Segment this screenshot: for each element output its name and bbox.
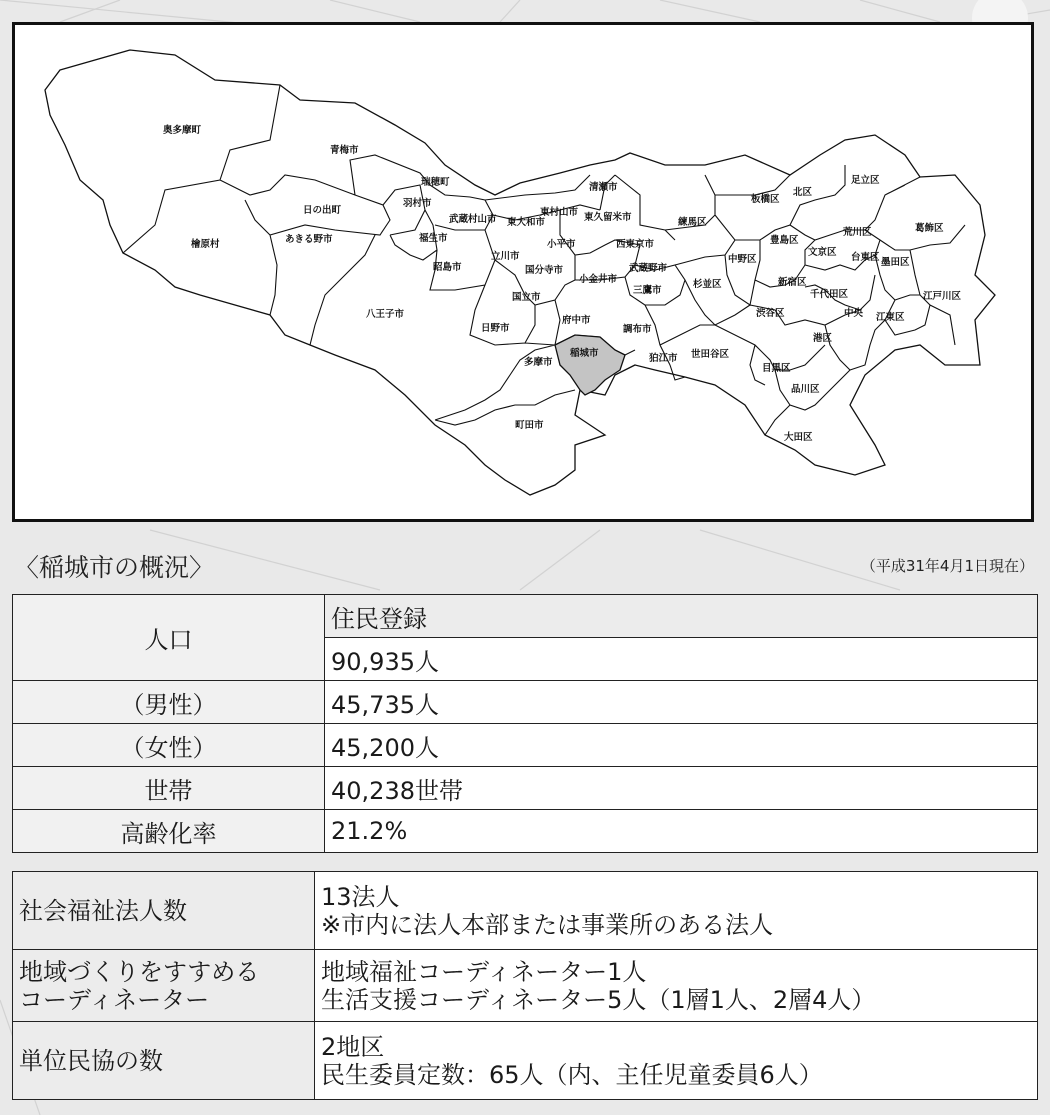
table-row	[13, 810, 1038, 853]
map-label-musashino: 武蔵野市	[629, 263, 668, 274]
population-label: 人口	[13, 595, 325, 681]
map-label-toshima: 豊島区	[770, 235, 799, 246]
map-label-hinohara: 檜原村	[191, 239, 220, 250]
community-coordinator: 地域福祉コーディネーター1人	[321, 957, 647, 986]
map-label-koganei: 小金井市	[579, 274, 618, 285]
map-label-higashiyamato: 東大和市	[507, 217, 546, 228]
welfare-label: 社会福祉法人数	[13, 872, 315, 950]
aging-value: 21.2%	[325, 810, 1038, 853]
map-label-suginami: 杉並区	[693, 279, 722, 290]
table-row	[13, 872, 1038, 950]
map-label-kodaira: 小平市	[547, 239, 576, 250]
map-label-minato: 港区	[813, 333, 833, 344]
map-label-adachi: 足立区	[851, 175, 880, 186]
table-row	[13, 681, 1038, 724]
coordinator-label	[13, 950, 315, 1022]
map-label-tama: 多摩市	[524, 357, 553, 368]
map-label-arakawa: 荒川区	[843, 227, 872, 238]
welfare-note: ※市内に法人本部または事業所のある法人	[321, 910, 774, 939]
map-label-edogawa: 江戸川区	[923, 291, 962, 302]
table-row	[13, 950, 1038, 1022]
map-label-inagi: 稲城市	[570, 348, 599, 359]
map-label-fussa: 福生市	[419, 233, 448, 244]
map-label-mitaka: 三鷹市	[633, 285, 662, 296]
map-label-hino: 日野市	[481, 323, 510, 334]
coordinator-value	[315, 950, 1038, 1022]
map-label-kita: 北区	[793, 187, 813, 198]
map-label-chofu: 調布市	[623, 324, 652, 335]
aging-label: 高齢化率	[13, 810, 325, 853]
minsei-members: 民生委員定数：65人（内、主任児童委員6人）	[321, 1060, 823, 1089]
map-label-kunitachi: 国立市	[512, 292, 541, 303]
welfare-value	[315, 872, 1038, 950]
welfare-count: 13法人	[321, 882, 400, 911]
female-value: 45,200人	[325, 724, 1038, 767]
map-drawing	[15, 25, 1031, 519]
map-label-setagaya: 世田谷区	[691, 349, 730, 360]
map-label-machida: 町田市	[515, 420, 544, 431]
female-label: （女性）	[13, 724, 325, 767]
map-label-komae: 狛江市	[649, 353, 678, 364]
map-label-okutama: 奥多摩町	[163, 125, 202, 136]
map-label-higashimurayama: 東村山市	[540, 207, 579, 218]
minsei-districts: 2地区	[321, 1032, 385, 1061]
tokyo-map	[12, 22, 1034, 522]
map-label-hamura: 羽村市	[403, 198, 432, 209]
map-label-ota: 大田区	[784, 432, 813, 443]
map-label-sumida: 墨田区	[881, 257, 910, 268]
overview-heading: 〈稲城市の概況〉	[14, 553, 215, 582]
map-label-nakano: 中野区	[728, 254, 757, 265]
map-label-ome: 青梅市	[330, 145, 359, 156]
map-label-shinjuku: 新宿区	[778, 277, 807, 288]
map-label-taito: 台東区	[851, 252, 880, 263]
male-value: 45,735人	[325, 681, 1038, 724]
info-table	[12, 871, 1038, 1100]
map-label-kokubunji: 国分寺市	[525, 265, 564, 276]
map-label-musashimurayama: 武蔵村山市	[449, 214, 497, 225]
map-label-itabashi: 板橋区	[751, 194, 780, 205]
households-label: 世帯	[13, 767, 325, 810]
table-row	[13, 767, 1038, 810]
coordinator-label-line2: コーディネーター	[19, 985, 210, 1014]
map-label-akiruno: あきる野市	[285, 234, 333, 245]
map-label-shinagawa: 品川区	[791, 384, 820, 395]
map-label-hinode: 日の出町	[303, 205, 342, 216]
map-label-katsushika: 葛飾区	[915, 223, 944, 234]
map-label-hachioji: 八王子市	[366, 309, 405, 320]
population-table	[12, 594, 1038, 853]
map-label-mizuho: 瑞穂町	[421, 177, 450, 188]
map-label-chiyoda: 千代田区	[810, 289, 849, 300]
map-label-higashikurume: 東久留米市	[584, 212, 632, 223]
minsei-value	[315, 1022, 1038, 1100]
map-label-koto: 江東区	[876, 312, 905, 323]
map-label-nishitokyo: 西東京市	[616, 239, 655, 250]
minsei-label: 単位民協の数	[13, 1022, 315, 1100]
map-label-tachikawa: 立川市	[491, 251, 520, 262]
map-label-bunkyo: 文京区	[808, 247, 837, 258]
map-label-nerima: 練馬区	[678, 217, 707, 228]
households-value: 40,238世帯	[325, 767, 1038, 810]
as-of-date: （平成31年4月1日現在）	[860, 557, 1034, 575]
map-label-meguro: 目黒区	[762, 363, 791, 374]
male-label: （男性）	[13, 681, 325, 724]
resident-label: 住民登録	[325, 595, 1038, 638]
table-row	[13, 724, 1038, 767]
map-label-shibuya: 渋谷区	[756, 308, 785, 319]
life-support-coordinator: 生活支援コーディネーター5人（1層1人、2層4人）	[321, 985, 876, 1014]
population-value: 90,935人	[325, 638, 1038, 681]
map-label-kiyose: 清瀬市	[589, 182, 618, 193]
table-row	[13, 1022, 1038, 1100]
table-row	[13, 595, 1038, 638]
map-label-akishima: 昭島市	[433, 262, 462, 273]
coordinator-label-line1: 地域づくりをすすめる	[19, 957, 260, 986]
map-label-fuchu: 府中市	[562, 315, 591, 326]
map-label-chuo: 中央	[844, 308, 864, 319]
